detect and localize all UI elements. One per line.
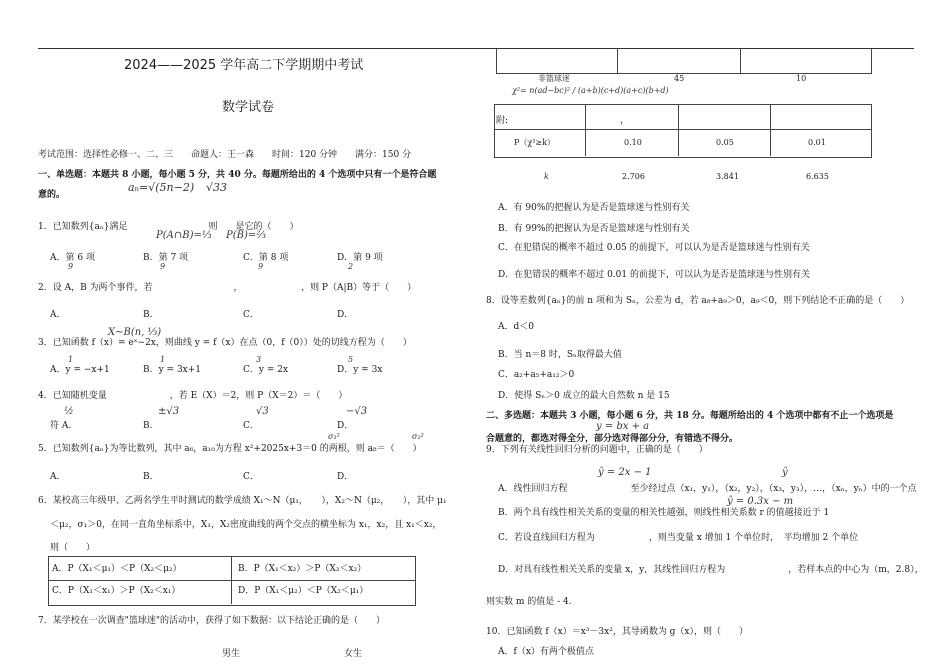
- q7-row-val-male: 45: [674, 74, 685, 83]
- q9-option-c: C．若设直线回归方程为 ，则当变量 x 增加 1 个单位时， 平均增加 2 个单位: [498, 533, 859, 543]
- q5-option-d: D．: [337, 472, 354, 482]
- q1-formula-pab: P(A∩B)=⅓: [156, 230, 212, 241]
- q10-stem: 10．已知函数 f（x）＝x³－3x²，其导函数为 g（x），则（ ）: [486, 627, 749, 637]
- q10-option-a: A．f（x）有两个极值点: [498, 647, 594, 657]
- q4-val-a: ½: [64, 406, 74, 417]
- exam-subtitle: 数学试卷: [222, 100, 275, 115]
- q7-ctable-hline: [494, 129, 872, 130]
- q9-option-d: D．对具有线性相关关系的变量 x，y，其线性回归方程为 ，若样本点的中心为（m，2.8），: [498, 565, 924, 575]
- q3-frac-c: 3: [256, 355, 262, 364]
- q9-formula-hat3: ŷ = 0.3x − m: [727, 496, 794, 507]
- q3-frac-b: 1: [160, 355, 166, 364]
- q4-val-d: −√3: [346, 406, 368, 417]
- q4-val-c: √3: [256, 406, 269, 417]
- q3-frac-d: 5: [348, 355, 354, 364]
- q3-stem: 3．已知函数 f（x）= eˣ−2x，则曲线 y = f（x）在点（0，f（0））处的切线方程为（ ）: [38, 338, 412, 348]
- q9-option-b: B．两个具有线性相关关系的变量的相关性越强，则线性相关系数 r 的值越接近于 1: [498, 508, 830, 518]
- section2-heading: 二、多选题：本题共 3 小题，每小题 6 分，共 18 分。每题所给出的 4 个选项中都有不止一个选项是: [486, 411, 894, 421]
- q7-p-val-3: 0.01: [808, 138, 826, 147]
- section2-heading-cont: 合题意的，都选对得全分，部分选对得部分分，有错选不得分。: [486, 434, 739, 444]
- q2-formula-binomial: X∼B(n, ⅓): [108, 327, 162, 338]
- q6-table-vline: [231, 556, 232, 604]
- q7-comma: ，: [620, 116, 630, 126]
- q3-option-b: B．y = 3x+1: [143, 365, 202, 375]
- q8-option-b: B．当 n＝8 时，Sₙ取得最大值: [498, 350, 622, 360]
- q7-p-val-1: 0.10: [624, 138, 642, 147]
- q5-option-c: C．: [243, 472, 259, 482]
- q8-option-a: A．d＜0: [498, 322, 534, 332]
- q1-formula-pb: P(B)=⅔: [226, 230, 266, 241]
- q1-frac-b: 9: [160, 262, 166, 271]
- q7-fu-label: 附:: [496, 116, 509, 126]
- q7-option-a: A．有 90%的把握认为是否是篮球迷与性别有关: [498, 203, 690, 213]
- q7-stem: 7．某学校在一次调查"篮球迷"的活动中，获得了如下数据：以下结论正确的是（ ）: [38, 616, 386, 626]
- q9-formula-hat2: ŷ: [782, 467, 788, 478]
- q2-option-a: A．: [50, 310, 66, 320]
- q2-option-c: C．: [243, 310, 259, 320]
- q4-stem: 4．已知随机变量 ，若 E（X）＝2，则 P（X＝2）＝（ ）: [38, 391, 348, 401]
- q1-frac-a: 9: [68, 262, 74, 271]
- q2-option-d: D．: [337, 310, 354, 320]
- q3-option-d: D．y = 3x: [337, 365, 383, 375]
- q7-option-c: C．在犯错误的概率不超过 0.05 的前提下，可以认为是否是篮球迷与性别有关: [498, 243, 810, 253]
- q8-stem: 8．设等差数列{aₙ}的前 n 项和为 Sₙ，公差为 d，若 a₈+a₉＞0，a₉＜0，则下列结论不正确的是（ ）: [486, 296, 910, 306]
- q7-p-label: P（χ²≥k）: [514, 138, 555, 147]
- q3-option-c: C．y = 2x: [243, 365, 289, 375]
- section1-heading: 一、单选题：本题共 8 小题，每小题 5 分，共 40 分。每题所给出的 4 个选项中只有一个是符合题: [38, 170, 437, 180]
- q7-row-label: 非篮球迷: [538, 74, 570, 83]
- q7-col-male: 男生: [222, 649, 241, 659]
- q7-critical-table: [494, 104, 872, 158]
- q1-option-a: A．第 6 项: [50, 253, 95, 263]
- q5-sigma1: σ₁²: [328, 432, 340, 441]
- q5-stem: 5．已知数列{aₙ}为等比数列，其中 a₆，a₁₀为方程 x²+2025x+3＝0 的两根，则 a₈＝（ ）: [38, 444, 422, 454]
- q6-option-a: A．P（X₁＜μ₁）＜P（X₂＜μ₂）: [52, 564, 182, 574]
- q4-option-c: C．: [243, 421, 259, 431]
- exam-title: 2024——2025 学年高二下学期期中考试: [124, 58, 364, 73]
- q7-col-female: 女生: [344, 649, 363, 659]
- q4-option-b: B．: [143, 421, 159, 431]
- q1-option-b: B．第 7 项: [143, 253, 189, 263]
- q7-option-b: B．有 99%的把握认为是否是篮球迷与性别有关: [498, 224, 690, 234]
- q3-frac-a: 1: [68, 355, 74, 364]
- q7-option-d: D．在犯错误的概率不超过 0.01 的前提下，可以认为是否是篮球迷与性别有关: [498, 270, 810, 280]
- q4-val-b: ±√3: [158, 406, 180, 417]
- q5-option-b: B．: [143, 472, 159, 482]
- q3-option-a: A．y = −x+1: [50, 365, 110, 375]
- section1-heading-cont: 意的。: [38, 190, 66, 200]
- q5-sigma2: σ₂²: [412, 432, 424, 441]
- q9-option-a: A．线性回归方程 至少经过点（x₁，y₁），（x₂，y₂），（x₃，y₃），…，（xₙ，yₙ）中的一个点: [498, 484, 917, 494]
- q4-option-a: 符 A．: [50, 421, 78, 431]
- q6-option-b: B．P（X₁＜x₂）＞P（X₂＜x₂）: [238, 564, 367, 574]
- q8-option-d: D．使得 Sₙ＞0 成立的最大自然数 n 是 15: [498, 391, 670, 401]
- q7-p-val-2: 0.05: [716, 138, 734, 147]
- q1-stem: 1．已知数列{aₙ}满足 则 是它的（ ）: [38, 222, 299, 232]
- q8-option-c: C．a₂+a₅+a₁₂＞0: [498, 370, 575, 380]
- q7-ctable-vline-1: [585, 104, 586, 156]
- q7-k-val-2: 3.841: [716, 172, 739, 181]
- q9-option-d-cont: 则实数 m 的值是 - 4.: [486, 597, 572, 607]
- q9-formula-hat1: ŷ = 2x − 1: [598, 467, 652, 478]
- q7-k-val-1: 2.706: [622, 172, 645, 181]
- q7-row-val-female: 10: [796, 74, 807, 83]
- q7-table-vline-1: [617, 49, 618, 73]
- formula-sqrt33: √33: [206, 181, 228, 194]
- q6-option-d: D．P（X₁＜μ₂）＜P（X₂＜μ₁）: [238, 586, 369, 596]
- q2-stem: 2．设 A，B 为两个事件，若 ， ，则 P（A|B）等于（ ）: [38, 283, 417, 293]
- q7-ctable-vline-3: [770, 104, 771, 156]
- q7-table-vline-2: [740, 49, 741, 73]
- q6-stem-line2: ＜μ₂，σ₁＞0，在同一直角坐标系中，X₁，X₂密度曲线的两个交点的横坐标为 x₁，x₂，且 x₁＜x₂，: [50, 520, 442, 530]
- q6-stem-line1: 6．某校高三年级甲、乙两名学生平时测试的数学成绩 X₁～N（μ₁， ），X₂～N（μ₂， ），其中 μ₁: [38, 496, 447, 506]
- q5-option-a: A．: [50, 472, 66, 482]
- q7-ctable-vline-2: [678, 104, 679, 156]
- q7-chi-formula: χ²= n(ad−bc)² / (a+b)(c+d)(a+c)(b+d): [512, 86, 669, 95]
- q2-option-b: B．: [143, 310, 159, 320]
- section2-formula: y = bx + a: [596, 421, 650, 432]
- q7-contingency-table: [496, 49, 872, 74]
- q9-stem: 9．下列有关线性回归分析的问题中，正确的是（ ）: [486, 445, 708, 455]
- q1-option-d: D．第 9 项: [337, 253, 383, 263]
- q7-k-val-3: 6.635: [806, 172, 829, 181]
- q1-frac-c: 9: [258, 262, 264, 271]
- q6-option-c: C．P（X₁＜x₁）＞P（X₂＜x₁）: [52, 586, 181, 596]
- q6-stem-line3: 则（ ）: [50, 543, 96, 553]
- q4-option-d: D．: [337, 421, 354, 431]
- q6-table-hline: [48, 580, 416, 581]
- q1-option-c: C．第 8 项: [243, 253, 289, 263]
- exam-info: 考试范围：选择性必修一、二、三 命题人：王一森 时间：120 分钟 满分：150 分: [38, 150, 412, 160]
- formula-an: aₙ=√(5n−2): [128, 181, 195, 194]
- q1-frac-d: 2: [348, 262, 354, 271]
- q7-k-label: k: [544, 172, 549, 181]
